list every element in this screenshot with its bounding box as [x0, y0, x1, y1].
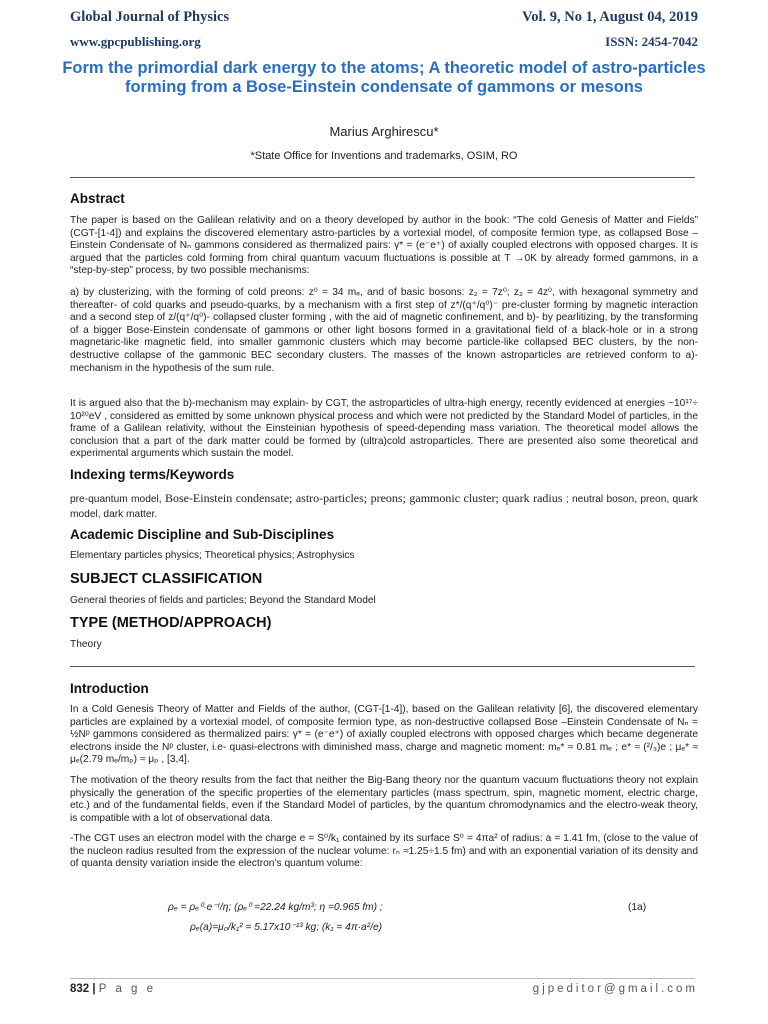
page-number — [70, 983, 156, 995]
affiliation: *State Office for Inventions and trademarks, OSIM, RO — [250, 150, 518, 162]
journal-url[interactable]: www.gpcpublishing.org — [70, 34, 201, 49]
page-number-value: 832 — [70, 983, 90, 995]
keywords-heading: Indexing terms/Keywords — [70, 467, 235, 482]
issn: ISSN: 2454-7042 — [605, 34, 698, 49]
discipline-heading: Academic Discipline and Sub-Disciplines — [70, 527, 335, 542]
type-text: Theory — [70, 639, 102, 650]
equation-1a: ρₑ = ρₑ⁰·e⁻ʳ/η; (ρₑ⁰ =22.24 kg/m³; η =0.965 fm) ; — [168, 902, 383, 913]
type-heading: TYPE (METHOD/APPROACH) — [70, 615, 272, 631]
volume-info: Vol. 9, No 1, August 04, 2019 — [522, 9, 698, 25]
abstract-paragraph-3: It is argued also that the b)-mechanism may explain- by CGT, the astroparticles of ultra-high energy, recently evidenced at energies ~10¹⁷÷ 10²⁰eV , considered as emitted by some unknown physical process and which were not predicted by the Standard Model of particles, in the frame of a Galilean relativity, without the Einsteinian hypothesis of speed-depending mass variation. The theoretical model allows the conclusion that a part of the dark matter could be formed by (ultra)cold astroparticles. There are presented also some theoretical and experimental arguments which sustain the model. — [70, 398, 698, 460]
author: Marius Arghirescu* — [329, 124, 439, 139]
discipline-text: Elementary particles physics; Theoretical physics; Astrophysics — [70, 550, 355, 561]
page-separator: | — [89, 983, 99, 995]
subject-heading: SUBJECT CLASSIFICATION — [70, 571, 263, 587]
footer-divider — [70, 978, 695, 979]
divider — [70, 666, 695, 667]
subject-text: General theories of fields and particles; Beyond the Standard Model — [70, 595, 376, 606]
introduction-heading: Introduction — [70, 681, 149, 696]
introduction-paragraph-1: In a Cold Genesis Theory of Matter and Fields of the author, (CGT-[1-4]), based on the Galilean relativity [6], the discovered elementary particles are explained by a vortexial model, of composite fermion type, as non-destructive collapsed Bose –Einstein Condensate of Nₙ = ½Nᵖ gammons considered as thermalized pairs: γ* = (e⁻e⁺) of axially coupled electrons with opposed charges which became degenerate electrons inside the Nᵖ cluster, i.e- quasi-electrons with diminished mass, charge and magnetic moment: mₑ* ≈ 0.81 mₑ ; e* ≈ (²/₃)e ; μₑ* ≈ μₑ(2.79 mₑ/mₚ) ≈ μₚ , [3,4]. — [70, 704, 698, 766]
keywords-text — [70, 491, 698, 522]
divider — [70, 177, 695, 178]
introduction-paragraph-2: The motivation of the theory results from the fact that neither the Big-Bang theory nor the quantum vacuum fluctuations theory not explain physically the generation of the specific properties of the elementary particles (mass spectrum, spin, magnetic moment, electric charge, etc.) and of the fundamental fields, even if the Standard Model of particles, by the quantum chromodynamics and the electro-weak theory, is compatible with a lot of observational data. — [70, 775, 698, 824]
page-label: P a g e — [98, 983, 157, 995]
abstract-paragraph-1: The paper is based on the Galilean relativity and on a theory developed by author in the book: “The cold Genesis of Matter and Fields” (CGT-[1-4]) and explains the discovered elementary astro-particles by a vortexial model, of composite fermion type, as collapsed Bose –Einstein Condensate of Nₙ gammons considered as thermalized pairs: γ* = (e⁻e⁺) of axially coupled electrons with opposed charges. It is argued that the particles cold forming from chiral quantum vacuum fluctuations is possible at T →0K by already formed gammons, in a “step-by-step” process, by two possible mechanisms: — [70, 215, 698, 277]
editor-email[interactable]: gjpeditor@gmail.com — [532, 983, 698, 995]
abstract-heading: Abstract — [70, 191, 125, 206]
abstract-paragraph-2: a) by clusterizing, with the forming of cold preons: z⁰ = 34 mₑ, and of basic bosons: z₂ = 7z⁰; z₂ = 4z⁰, with hexagonal symmetry and thereafter- of cold quarks and pseudo-quarks, by a mechanism with a first step of z*/(q⁺/q⁰)⁻ pre-cluster forming by magnetic interaction and a second step of z/(q⁺/q⁰)- collapsed cluster forming , with the aid of magnetic confinement, and b)- by pearlitizing, by the transforming of a bigger Bose-Einstein condensate of gammons or other light bosons formed in a gravitational field of a black-hole or in a strong magnetaric-like magnetic field, into smaller gammonic clusters which may become particle-like collapsed BEC clusters, by the non-destructive collapse of the gammonic BEC secondary clusters. The masses of the known astroparticles are retrieved conform to a)-mechanism in the hypothesis of the sum rule. — [70, 287, 698, 374]
keywords-part-b: Bose-Einstein condensate; astro-particles; preons; gammonic cluster; quark radius — [164, 491, 566, 505]
equation-number: (1a) — [628, 902, 647, 913]
introduction-paragraph-3: -The CGT uses an electron model with the charge e = S⁰/k₁ contained by its surface S⁰ = 4πa² of radius: a = 1.41 fm, (close to the value of the nucleon radius resulted from the expression of the nuclear volume: rₙ ≈1.25÷1.5 fm) and with an exponential variation of its density and of quanta density variation inside the electron’s quantum volume: — [70, 833, 698, 870]
keywords-part-c: ; neutral boson, preon, quark model, dark matter. — [70, 494, 698, 520]
equation-2: ρₑ(a)=μ₀/k₁² = 5.17x10⁻¹³ kg; (k₁ = 4π·a²/e) — [190, 922, 383, 933]
journal-name: Global Journal of Physics — [70, 9, 230, 25]
keywords-part-a: pre-quantum model, — [70, 494, 165, 505]
paper-title: Form the primordial dark energy to the atoms; A theoretic model of astro-particles forming from a Bose-Einstein condensate of gammons or mesons — [62, 59, 706, 96]
